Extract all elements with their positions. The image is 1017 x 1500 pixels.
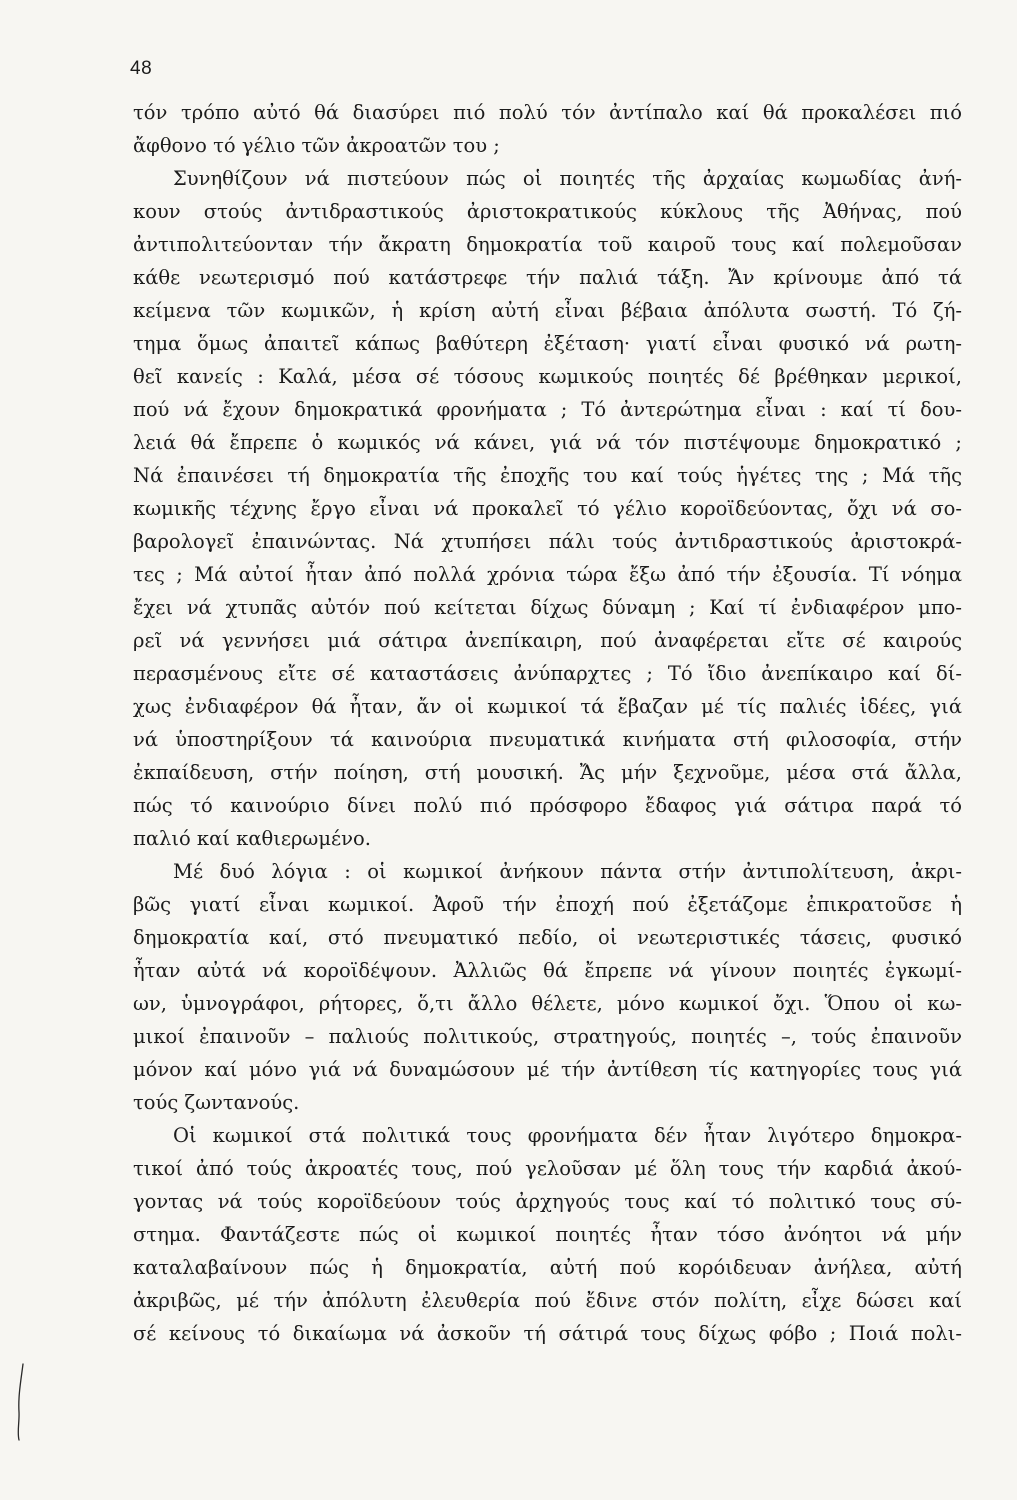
text-line: Συνηθίζουν νά πιστεύουν πώς οἱ ποιητές τῆς ἀρχαίας κωμωδίας ἀνή- bbox=[173, 167, 962, 190]
text-line: δημοκρατία καί, στό πνευματικό πεδίο, οἱ νεωτεριστικές τάσεις, φυσικό bbox=[133, 926, 962, 949]
text-line: τούς ζωντανούς. bbox=[133, 1091, 300, 1114]
text-line: ἀκριβῶς, μέ τήν ἀπόλυτη ἐλευθερία πού ἔδινε στόν πολίτη, εἶχε δώσει καί bbox=[133, 1289, 962, 1312]
page-number: 48 bbox=[130, 58, 153, 79]
text-line: Νά ἐπαινέσει τή δημοκρατία τῆς ἐποχῆς του καί τούς ἡγέτες της ; Μά τῆς bbox=[133, 464, 962, 487]
text-line: κείμενα τῶν κωμικῶν, ἡ κρίση αὐτή εἶναι βέβαια ἀπόλυτα σωστή. Τό ζή- bbox=[133, 299, 962, 322]
text-line: τόν τρόπο αὐτό θά διασύρει πιό πολύ τόν ἀντίπαλο καί θά προκαλέσει πιό bbox=[133, 101, 962, 124]
text-line: κάθε νεωτερισμό πού κατάστρεφε τήν παλιά τάξη. Ἄν κρίνουμε ἀπό τά bbox=[133, 266, 962, 289]
text-line: κουν στούς ἀντιδραστικούς ἀριστοκρατικούς κύκλους τῆς Ἀθήνας, πού bbox=[133, 200, 962, 223]
text-line: τημα ὅμως ἀπαιτεῖ κάπως βαθύτερη ἐξέταση· γιατί εἶναι φυσικό νά ρωτη- bbox=[133, 332, 962, 355]
pen-mark-icon bbox=[10, 1362, 30, 1442]
body-text bbox=[133, 96, 962, 1350]
text-line: παλιό καί καθιερωμένο. bbox=[133, 827, 371, 850]
text-line: ρεῖ νά γεννήσει μιά σάτιρα ἀνεπίκαιρη, πού ἀναφέρεται εἴτε σέ καιρούς bbox=[133, 629, 962, 652]
text-line: βαρολογεῖ ἐπαινώντας. Νά χτυπήσει πάλι τούς ἀντιδραστικούς ἀριστοκρά- bbox=[133, 530, 962, 553]
text-line: νά ὑποστηρίξουν τά καινούρια πνευματικά κινήματα στή φιλοσοφία, στήν bbox=[133, 728, 962, 751]
text-line: μικοί ἐπαινοῦν – παλιούς πολιτικούς, στρατηγούς, ποιητές –, τούς ἐπαινοῦν bbox=[133, 1025, 962, 1048]
text-line: Οἱ κωμικοί στά πολιτικά τους φρονήματα δέν ἦταν λιγότερο δημοκρα- bbox=[173, 1124, 962, 1147]
text-line: πώς τό καινούριο δίνει πολύ πιό πρόσφορο ἔδαφος γιά σάτιρα παρά τό bbox=[133, 794, 962, 817]
text-line: σέ κείνους τό δικαίωμα νά ἀσκοῦν τή σάτιρά τους δίχως φόβο ; Ποιά πολι- bbox=[133, 1322, 962, 1345]
text-line: Μέ δυό λόγια : οἱ κωμικοί ἀνήκουν πάντα στήν ἀντιπολίτευση, ἀκρι- bbox=[173, 860, 962, 883]
text-line: περασμένους εἴτε σέ καταστάσεις ἀνύπαρχτες ; Τό ἴδιο ἀνεπίκαιρο καί δί- bbox=[133, 662, 962, 685]
text-line: ἐκπαίδευση, στήν ποίηση, στή μουσική. Ἄς μήν ξεχνοῦμε, μέσα στά ἄλλα, bbox=[133, 761, 962, 784]
text-line: ἀντιπολιτεύονταν τήν ἄκρατη δημοκρατία τοῦ καιροῦ τους καί πολεμοῦσαν bbox=[133, 233, 962, 256]
text-line: κωμικῆς τέχνης ἔργο εἶναι νά προκαλεῖ τό γέλιο κοροϊδεύοντας, ὄχι νά σο- bbox=[133, 497, 962, 520]
text-line: λειά θά ἔπρεπε ὁ κωμικός νά κάνει, γιά νά τόν πιστέψουμε δημοκρατικό ; bbox=[133, 431, 962, 454]
text-line: πού νά ἔχουν δημοκρατικά φρονήματα ; Τό ἀντερώτημα εἶναι : καί τί δου- bbox=[133, 398, 962, 421]
text-line: μόνον καί μόνο γιά νά δυναμώσουν μέ τήν ἀντίθεση τίς κατηγορίες τους γιά bbox=[133, 1058, 962, 1081]
text-line: στημα. Φαντάζεστε πώς οἱ κωμικοί ποιητές ἦταν τόσο ἀνόητοι νά μήν bbox=[133, 1223, 962, 1246]
text-line: ἦταν αὐτά νά κοροϊδέψουν. Ἀλλιῶς θά ἔπρεπε νά γίνουν ποιητές ἐγκωμί- bbox=[133, 959, 962, 982]
text-line: καταλαβαίνουν πώς ἡ δημοκρατία, αὐτή πού κορόιδευαν ἀνήλεα, αὐτή bbox=[133, 1256, 962, 1279]
text-line: χως ἐνδιαφέρον θά ἦταν, ἄν οἱ κωμικοί τά ἔβαζαν μέ τίς παλιές ἰδέες, γιά bbox=[133, 695, 962, 718]
text-line: βῶς γιατί εἶναι κωμικοί. Ἀφοῦ τήν ἐποχή πού ἐξετάζομε ἐπικρατοῦσε ἡ bbox=[133, 893, 962, 916]
text-line: τες ; Μά αὐτοί ἦταν ἀπό πολλά χρόνια τώρα ἔξω ἀπό τήν ἐξουσία. Τί νόημα bbox=[133, 563, 962, 586]
text-line: ων, ὑμνογράφοι, ρήτορες, ὅ,τι ἄλλο θέλετε, μόνο κωμικοί ὄχι. Ὅπου οἱ κω- bbox=[133, 992, 962, 1015]
text-line: θεῖ κανείς : Καλά, μέσα σέ τόσους κωμικούς ποιητές δέ βρέθηκαν μερικοί, bbox=[133, 365, 962, 388]
text-line: τικοί ἀπό τούς ἀκροατές τους, πού γελοῦσαν μέ ὅλη τους τήν καρδιά ἀκού- bbox=[133, 1157, 962, 1180]
text-line: ἔχει νά χτυπᾶς αὐτόν πού κείτεται δίχως δύναμη ; Καί τί ἐνδιαφέρον μπο- bbox=[133, 596, 962, 619]
text-line: γοντας νά τούς κοροϊδεύουν τούς ἀρχηγούς τους καί τό πολιτικό τους σύ- bbox=[133, 1190, 962, 1213]
text-line: ἄφθονο τό γέλιο τῶν ἀκροατῶν του ; bbox=[133, 134, 500, 157]
